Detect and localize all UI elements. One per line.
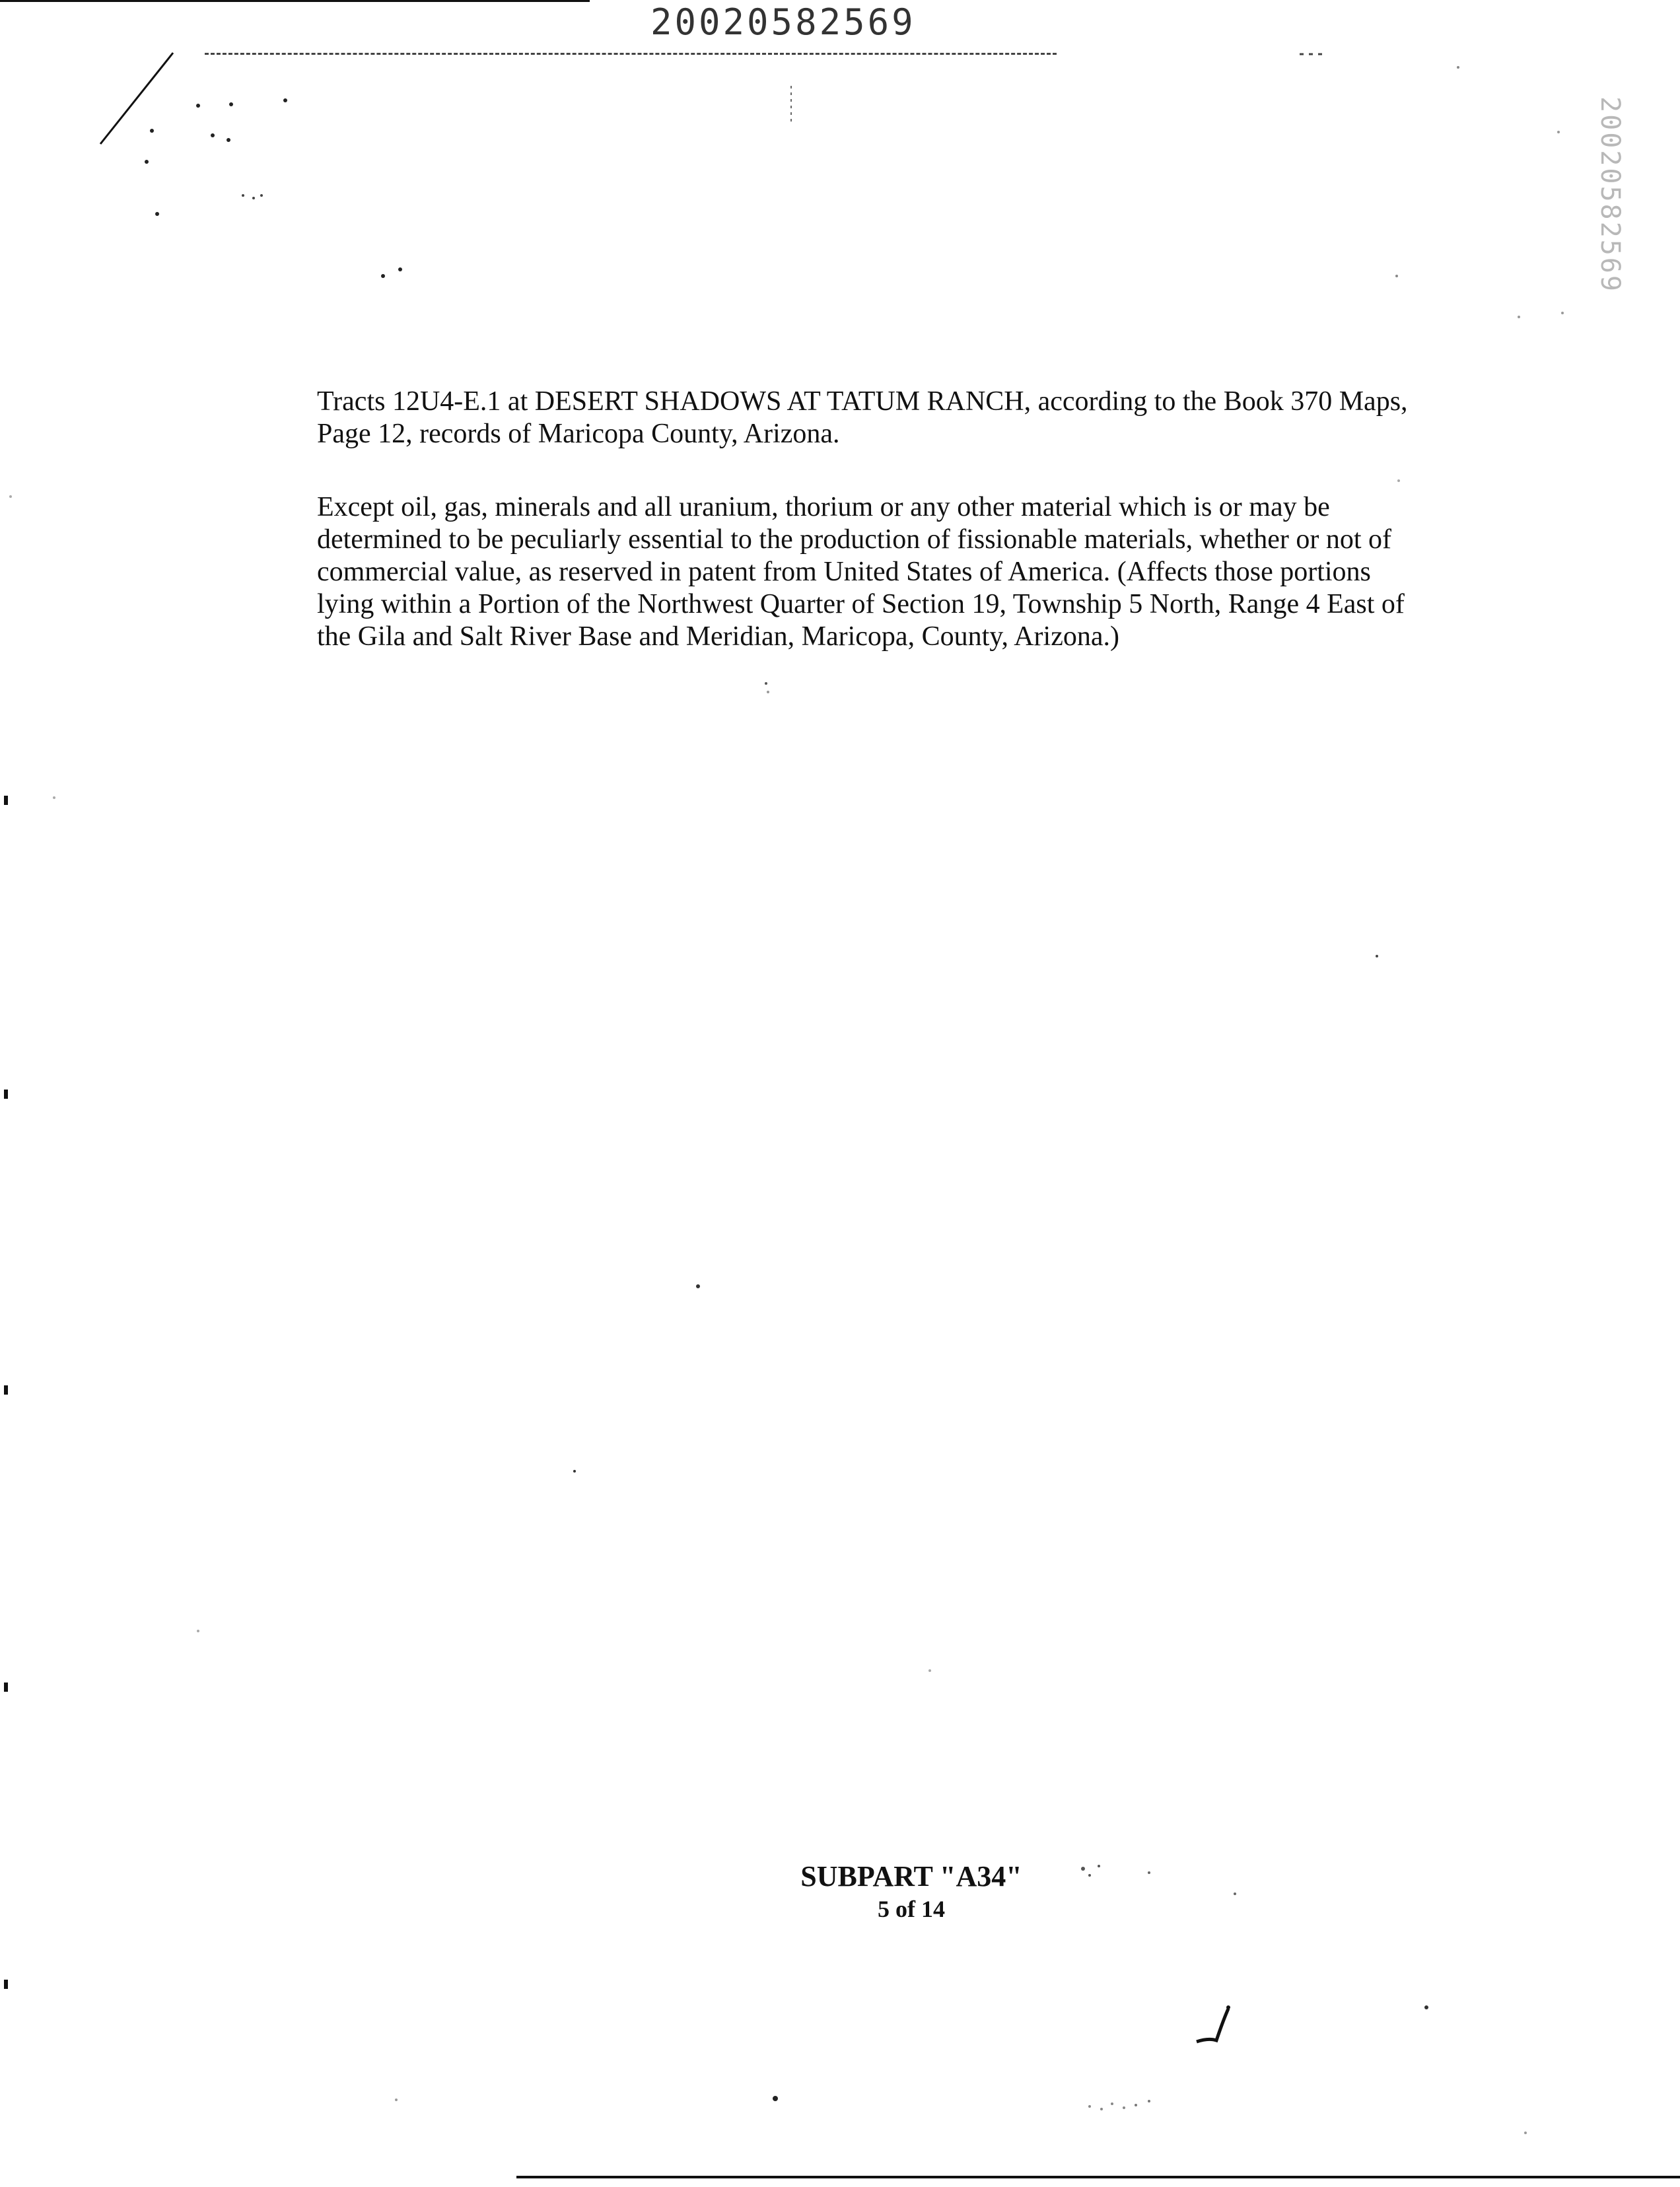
document-number: 20020582569 [650, 1, 916, 43]
subpart-label: SUBPART "A34" [800, 1860, 1022, 1892]
bottom-edge-rule [516, 2176, 1680, 2178]
legal-description-paragraph: Tracts 12U4-E.1 at DESERT SHADOWS AT TATUM RANCH, according to the Book 370 Maps, Page 12, records of Maricopa County, Arizona. [317, 386, 1408, 449]
side-stamp-text: 20020582569 [1595, 96, 1625, 293]
page-counter: 5 of 14 [878, 1896, 945, 1922]
exception-paragraph: Except oil, gas, minerals and all uranium, thorium or any other material which is or may be determined to be peculiarly essential to the production of fissionable materials, whether or not of commercial value, as reserved in patent from United States of America. (Affects those portions lying within a Portion of the Northwest Quarter of Section 19, Township 5 North, Range 4 East of the Gila and Salt River Base and Meridian, Maricopa, County, Arizona.) [317, 492, 1405, 652]
